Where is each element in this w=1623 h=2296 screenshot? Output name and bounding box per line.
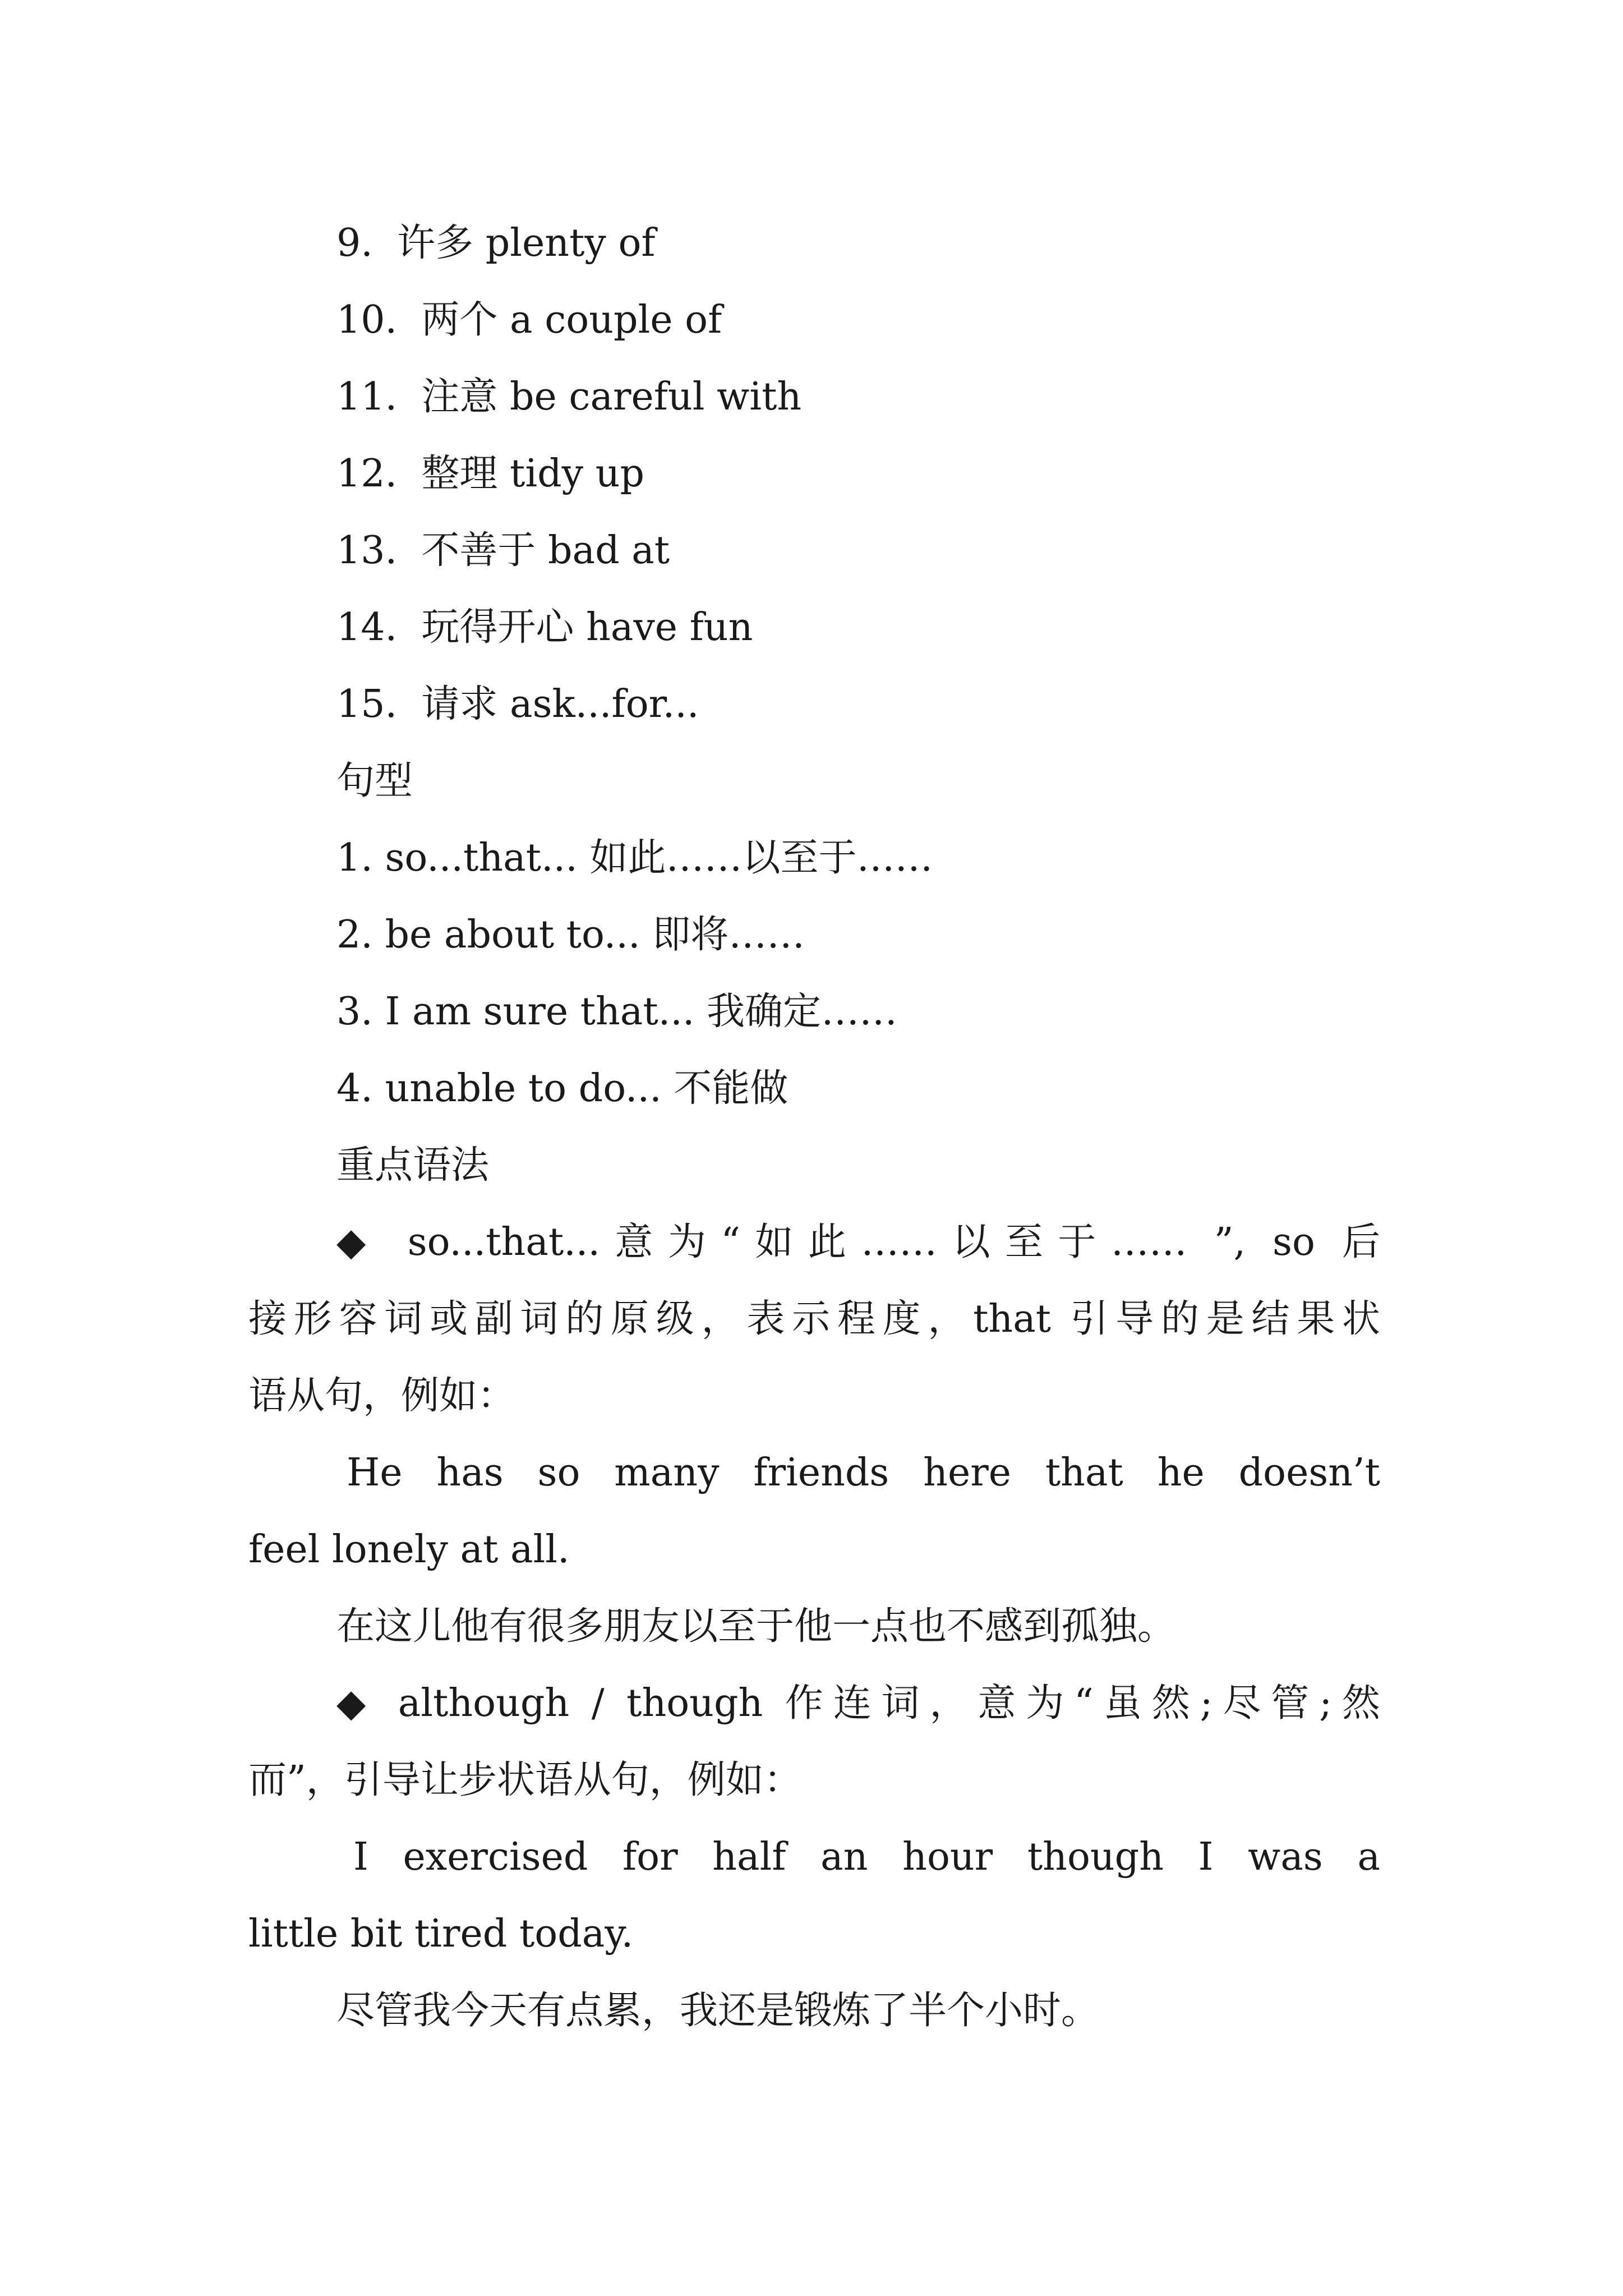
grammar-point-text: 而”，引导让步状语从句，例如： (248, 1758, 802, 1802)
vocab-item (336, 512, 670, 589)
grammar-point-intro (336, 1204, 1380, 1281)
vocab-item (336, 666, 699, 743)
pattern-english: unable to do... (385, 1066, 662, 1111)
vocab-english: tidy up (510, 452, 644, 496)
diamond-bullet-icon: ◆ (336, 1220, 381, 1264)
pattern-english: I am sure that... (385, 990, 695, 1034)
vocab-number: 15. (336, 682, 398, 726)
diamond-bullet-icon: ◆ (336, 1681, 376, 1726)
vocab-chinese: 许多 (397, 221, 474, 265)
pattern-item (336, 820, 933, 896)
vocab-item (336, 435, 644, 512)
vocab-chinese: 注意 (421, 375, 498, 419)
grammar-point-intro (336, 1665, 1380, 1742)
vocab-number: 13. (336, 528, 398, 573)
pattern-chinese: 我确定…… (707, 990, 898, 1034)
vocab-english: ask...for... (510, 682, 699, 726)
grammar-point-text: so...that...意为“如此……以至于…… ”, so 后 (407, 1220, 1380, 1264)
vocab-english: bad at (548, 528, 670, 573)
pattern-item (336, 896, 805, 973)
example-sentence: I exercised for half an hour though I was a (353, 1835, 1380, 1879)
pattern-number: 2. (336, 913, 373, 957)
example-translation: 在这儿他有很多朋友以至于他一点也不感到孤独。 (336, 1604, 1176, 1649)
pattern-item (336, 973, 897, 1050)
grammar-point-text: 接形容词或副词的原级，表示程度，that 引导的是结果状 (248, 1297, 1380, 1341)
example-sentence: He has so many friends here that he doesn’t (347, 1451, 1380, 1495)
pattern-chinese: 如此……以至于…… (589, 836, 933, 880)
vocab-number: 9. (336, 221, 373, 265)
vocab-number: 12. (336, 452, 398, 496)
vocab-chinese: 整理 (421, 452, 498, 496)
vocab-english: be careful with (510, 375, 802, 419)
pattern-item (336, 1050, 788, 1127)
pattern-number: 4. (336, 1066, 373, 1111)
vocab-number: 14. (336, 605, 398, 650)
vocab-item (336, 589, 753, 666)
pattern-english: so...that... (385, 836, 578, 880)
example-translation: 尽管我今天有点累，我还是锻炼了半个小时。 (336, 1989, 1100, 2033)
vocab-chinese: 玩得开心 (421, 605, 574, 650)
vocab-number: 10. (336, 298, 398, 342)
pattern-english: be about to... (385, 913, 640, 957)
vocab-chinese: 请求 (421, 682, 498, 726)
vocab-item (336, 358, 801, 435)
example-sentence: feel lonely at all. (248, 1527, 570, 1572)
section-heading-grammar: 重点语法 (336, 1143, 490, 1188)
pattern-number: 3. (336, 990, 373, 1034)
vocab-english: have fun (586, 605, 753, 650)
grammar-point-text: although / though 作连词，意为“虽然;尽管;然 (398, 1681, 1380, 1726)
pattern-number: 1. (336, 836, 373, 880)
vocab-chinese: 不善于 (421, 528, 536, 573)
vocab-number: 11. (336, 375, 398, 419)
vocab-chinese: 两个 (421, 298, 498, 342)
example-sentence: little bit tired today. (248, 1912, 634, 1956)
vocab-english: a couple of (510, 298, 722, 342)
vocab-item (336, 205, 656, 282)
pattern-chinese: 不能做 (674, 1066, 789, 1111)
section-heading-sentence-patterns: 句型 (336, 759, 413, 803)
pattern-chinese: 即将…… (652, 913, 805, 957)
grammar-point-text: 语从句，例如： (248, 1374, 516, 1418)
vocab-item (336, 282, 722, 358)
vocab-english: plenty of (485, 221, 656, 265)
